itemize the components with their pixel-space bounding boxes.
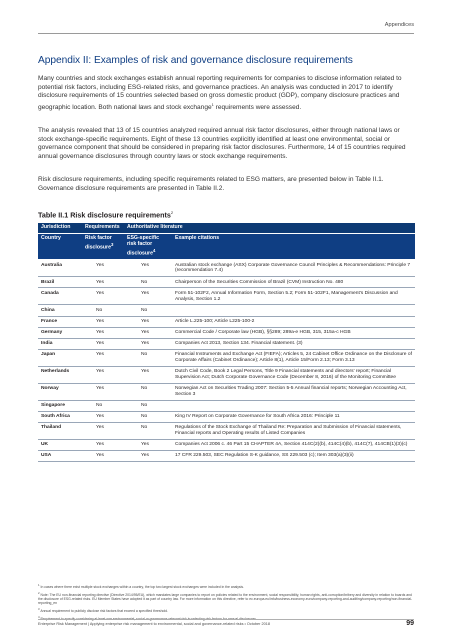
country-cell: Brazil bbox=[38, 277, 82, 288]
table-title-text: Table II.1 Risk disclosure requirements bbox=[38, 210, 171, 220]
esg-risk-cell: Yes bbox=[124, 440, 172, 451]
risk-factor-cell: Yes bbox=[82, 349, 124, 366]
citation-cell: Regulations of the Stock Exchange of Thailand Re: Preparation and Submission of Financial statements, Financial reports and Operating results of Listed Companies bbox=[172, 423, 415, 440]
page-number: 99 bbox=[406, 620, 414, 627]
country-cell: Germany bbox=[38, 327, 82, 338]
table-row bbox=[38, 316, 415, 327]
table-row bbox=[38, 366, 415, 383]
country-cell: Thailand bbox=[38, 423, 82, 440]
esg-risk-cell: No bbox=[124, 423, 172, 440]
footnote-mark: 4 bbox=[38, 615, 40, 620]
country-cell: USA bbox=[38, 451, 82, 462]
country-cell: France bbox=[38, 316, 82, 327]
esg-risk-cell: Yes bbox=[124, 316, 172, 327]
country-cell: India bbox=[38, 338, 82, 349]
esg-risk-cell: Yes bbox=[124, 260, 172, 277]
country-cell: UK bbox=[38, 440, 82, 451]
footnote-mark: 2 bbox=[38, 590, 40, 595]
citation-cell: Companies Act 2013, Section 134. Financial statement. (3) bbox=[172, 338, 415, 349]
country-cell: Japan bbox=[38, 349, 82, 366]
footnote-mark: 3 bbox=[38, 607, 40, 612]
citation-cell bbox=[172, 305, 415, 316]
citation-cell: Dutch Civil Code, Book 2 Legal Persons, Title 9 Financial statements and directors' report; Financial Supervision Act; Dutch Corporate Governance Code (December 8, 2016) of the Monitoring Committee bbox=[172, 366, 415, 383]
risk-factor-cell: Yes bbox=[82, 338, 124, 349]
table-row bbox=[38, 277, 415, 288]
table-row bbox=[38, 305, 415, 316]
citation-cell bbox=[172, 400, 415, 411]
risk-factor-cell: Yes bbox=[82, 411, 124, 422]
table-row bbox=[38, 338, 415, 349]
citation-cell: Form 51-102F2, Annual Information Form, Section 5.2; Form 51-102F1, Management's Discussion and Analysis, Section 1.2 bbox=[172, 288, 415, 305]
paragraph-1 bbox=[38, 75, 416, 113]
country-cell: Netherlands bbox=[38, 366, 82, 383]
table-row bbox=[38, 451, 415, 462]
esg-risk-cell: No bbox=[124, 349, 172, 366]
risk-factor-cell: No bbox=[82, 305, 124, 316]
footnotes bbox=[38, 583, 416, 623]
paragraph-1-end: requirements were assessed. bbox=[213, 104, 302, 112]
risk-factor-cell: Yes bbox=[82, 288, 124, 305]
table-group-header-row bbox=[38, 223, 415, 233]
table-row bbox=[38, 400, 415, 411]
risk-factor-cell: Yes bbox=[82, 440, 124, 451]
risk-factor-cell: Yes bbox=[82, 451, 124, 462]
footnote bbox=[38, 583, 416, 589]
footnote-text: Note: The EU non-financial reporting directive (Directive 2014/95/EU), which mandates large companies to report on policies related to the environment, social responsibility, human rights, anti-corruption/bribery and diversity in relation to boards and the disclosure of ESG-related risks. EU Member States have adopted it as part of country law. For more information on this directive, refer to ec.europa.eu/info/business-economy-euro/company-reporting-and-auditing/company-reporting/non-financial-reporting_en bbox=[38, 593, 413, 606]
risk-factor-cell: Yes bbox=[82, 366, 124, 383]
running-head: Appendices bbox=[384, 22, 414, 28]
table-row bbox=[38, 440, 415, 451]
esg-risk-cell: No bbox=[124, 383, 172, 400]
table-row bbox=[38, 411, 415, 422]
country-cell: South Africa bbox=[38, 411, 82, 422]
risk-factor-cell: Yes bbox=[82, 316, 124, 327]
footnote-ref-1: 1 bbox=[211, 102, 214, 108]
citation-cell: 17 CFR 229.503, SEC Regulation S-K guidance, SS 229.503 (c); Item 303(a)(3)(ii) bbox=[172, 451, 415, 462]
risk-factor-cell: Yes bbox=[82, 327, 124, 338]
risk-factor-cell: Yes bbox=[82, 383, 124, 400]
footnote-text: In cases where there exist multiple stock exchanges within a country, the top two largest stock exchanges were included in the analysis. bbox=[40, 585, 245, 590]
bottom-rule bbox=[38, 619, 414, 620]
column-esg-risk-factor-disclosure: ESG-specific risk factor disclosure$^4$ bbox=[124, 233, 172, 259]
citation-cell: King IV Report on Corporate Governance for South Africa 2016: Principle 11 bbox=[172, 411, 415, 422]
footnote-text: Requirement to specify considering at least one environmental, social or governance-relevant risk in selecting risk factors for annual disclosures. bbox=[40, 617, 257, 622]
citation-cell: Chairperson of the Securities Commission of Brazil (CVM) Instruction No. 480 bbox=[172, 277, 415, 288]
paragraph-1-text: Many countries and stock exchanges establish annual reporting requirements for companies to disclose information related to potential risk factors, including ESG-related risks, and governance practices. An analysis was conducted in 2017 to identify disclosure requirements of 15 countries selected based on gross domestic product (GDP), company disclosure practices and geographic location. Both national laws and stock exchange bbox=[38, 75, 402, 112]
esg-risk-cell: No bbox=[124, 411, 172, 422]
table-row bbox=[38, 349, 415, 366]
table-row bbox=[38, 260, 415, 277]
paragraph-2: The analysis revealed that 13 of 15 countries analyzed required annual risk factor disclosures, either through national laws or stock exchange-specific requirements. Eight of these 13 countries explicitly identified at least one environmental, social or governance component that should be considered in preparing risk factor disclosures. Furthermore, 14 of 15 countries required annual governance disclosures through country laws or stock exchange requirements. bbox=[38, 127, 406, 161]
citation-cell: Financial Instruments and Exchange Act (FIEFA); Articles 5, 24 Cabinet Office Ordinance on the Disclosure of Corporate Affairs (Cabinet Ordinance); Article 8(1), Article 15/Form 2.13; Form 3.13 bbox=[172, 349, 415, 366]
esg-risk-cell: No bbox=[124, 400, 172, 411]
table-row bbox=[38, 288, 415, 305]
risk-factor-cell: No bbox=[82, 400, 124, 411]
appendix-heading: Appendix II: Examples of risk and governance disclosure requirements bbox=[38, 55, 353, 66]
esg-risk-cell: Yes bbox=[124, 327, 172, 338]
footer-text: Enterprise Risk Management | Applying enterprise risk management to environmental, social and governance-related risks • October 2018 bbox=[38, 622, 270, 626]
column-risk-factor-disclosure: Risk factor disclosure$^3$ bbox=[82, 233, 124, 259]
top-rule bbox=[38, 33, 414, 34]
table-column-header-row bbox=[38, 233, 415, 259]
header-requirements: Requirements bbox=[82, 223, 124, 233]
table-title-footnote-ref: 2 bbox=[170, 210, 174, 215]
country-cell: Norway bbox=[38, 383, 82, 400]
header-authoritative-literature: Authoritative literature bbox=[124, 223, 415, 233]
risk-factor-cell: Yes bbox=[82, 423, 124, 440]
esg-risk-cell: Yes bbox=[124, 338, 172, 349]
esg-risk-cell: Yes bbox=[124, 288, 172, 305]
country-cell: China bbox=[38, 305, 82, 316]
table-body bbox=[38, 260, 415, 462]
column-example-citations: Example citations bbox=[172, 233, 415, 259]
footnote bbox=[38, 607, 416, 613]
header-jurisdiction: Jurisdiction bbox=[38, 223, 82, 233]
esg-risk-cell: Yes bbox=[124, 451, 172, 462]
footnote-mark: 1 bbox=[38, 583, 40, 587]
footnote-text: Annual requirement to publicly disclose risk factors that exceed a specified threshold. bbox=[40, 609, 168, 614]
table-row bbox=[38, 327, 415, 338]
country-cell: Singapore bbox=[38, 400, 82, 411]
paragraph-3: Risk disclosure requirements, including specific requirements related to ESG matters, are presented below in Table II.1. Governance disclosure requirements are presented in Table II.2. bbox=[38, 176, 384, 192]
citation-cell: Companies Act 2006 c. 46 Part 15 CHAPTER 4A, Section 414C(2)(b), 414C(4)(b), 414C(7), 414CB(1)(3)(c) bbox=[172, 440, 415, 451]
risk-factor-cell: Yes bbox=[82, 277, 124, 288]
footnote bbox=[38, 591, 416, 606]
citation-cell: Australian stock exchange (ASX) Corporate Governance Council Principles & Recommendations: Principle 7 (recommendation 7.4) bbox=[172, 260, 415, 277]
column-country: Country bbox=[38, 233, 82, 259]
table-row bbox=[38, 383, 415, 400]
risk-factor-cell: Yes bbox=[82, 260, 124, 277]
citation-cell: Article L.225-100; Article L225-100-2 bbox=[172, 316, 415, 327]
risk-disclosure-table bbox=[38, 223, 415, 462]
citation-cell: Norwegian Act on Securities Trading 2007: Section 5-5 Annual financial reports; Norwegian Accounting Act, Section 3 bbox=[172, 383, 415, 400]
citation-cell: Commercial Code / Corporate law (HGB), §§289; 289a-e HGB, 315, 315a-c HGB bbox=[172, 327, 415, 338]
esg-risk-cell: No bbox=[124, 277, 172, 288]
table-row bbox=[38, 423, 415, 440]
country-cell: Australia bbox=[38, 260, 82, 277]
country-cell: Canada bbox=[38, 288, 82, 305]
esg-risk-cell: No bbox=[124, 305, 172, 316]
table-title bbox=[38, 210, 173, 219]
esg-risk-cell: Yes bbox=[124, 366, 172, 383]
